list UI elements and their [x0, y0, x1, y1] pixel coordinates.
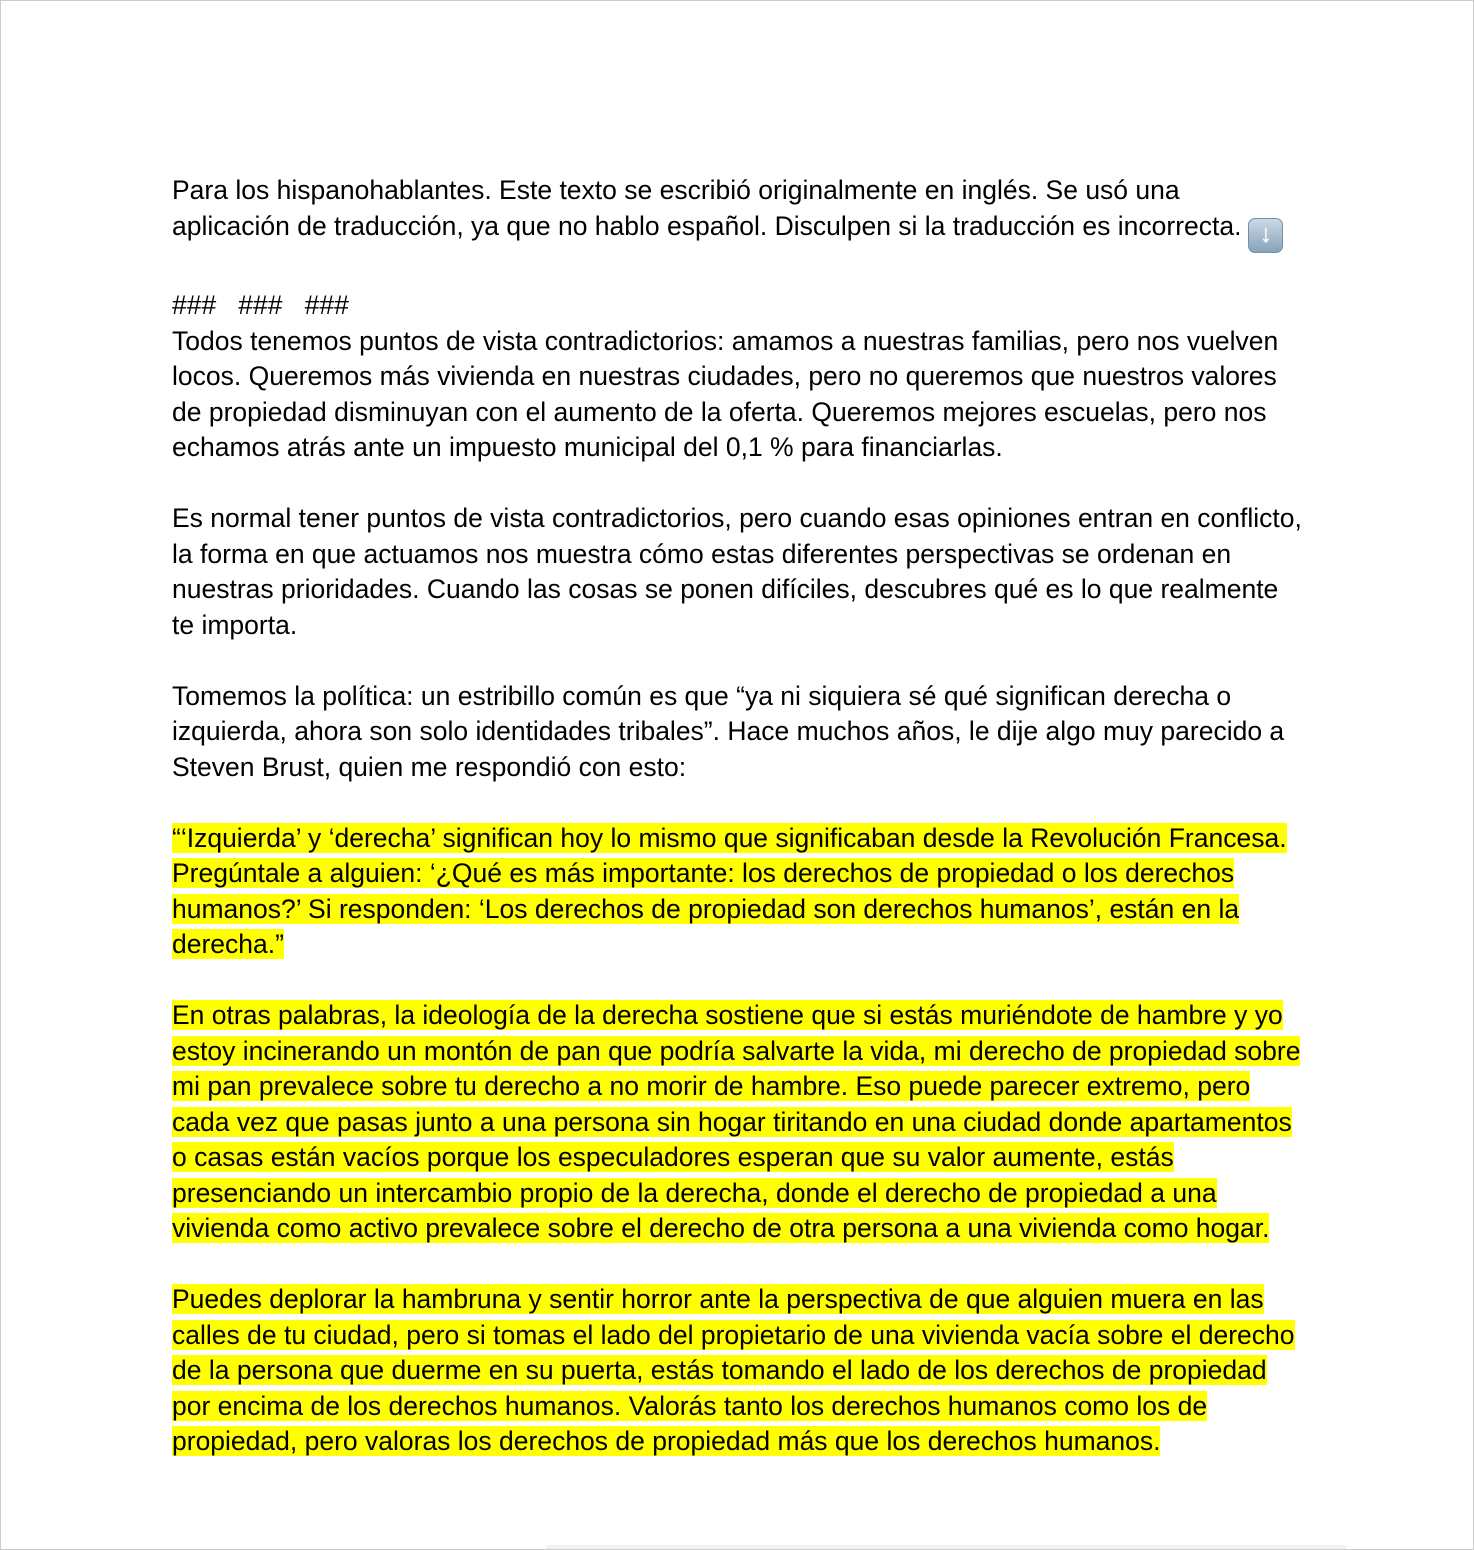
paragraph-brust-quote — [172, 821, 1302, 963]
paragraph-deplore-famine — [172, 1282, 1302, 1460]
paragraph-politics: Tomemos la política: un estribillo común es que “ya ni siquiera sé qué significan derecha o izquierda, ahora son solo identidades tribales”. Hace muchos años, le dije algo muy parecido a Steven Brust, quien me respondió con esto: — [172, 680, 1285, 782]
in-other-words-highlighted-text: En otras palabras, la ideología de la derecha sostiene que si estás muriéndote de hambre y yo estoy incinerando un montón de pan que podría salvarte la vida, mi derecho de propiedad sobre mi pan prevalece sobre tu derecho a no morir de hambre. Eso puede parecer extremo, pero cada vez que pasas junto a una persona sin hogar tiritando en una ciudad donde apartamentos o casas están vacíos porque los especuladores esperan que su valor aumente, estás presenciando un intercambio propio de la derecha, donde el derecho de propiedad a una vivienda como activo prevalece sobre el derecho de otra persona a una vivienda como hogar. — [172, 1000, 1301, 1243]
down-arrow-emoji: ↓ — [1248, 218, 1283, 253]
paragraph-intro — [172, 173, 1302, 253]
paragraph-intro-text: Para los hispanohablantes. Este texto se escribió originalmente en inglés. Se usó una aplicación de traducción, ya que no hablo español. Disculpen si la traducción es incorrecta. — [172, 175, 1242, 241]
paragraph-contradictory-views: Todos tenemos puntos de vista contradictorios: amamos a nuestras familias, pero nos vuelven locos. Queremos más vivienda en nuestras ciudades, pero no queremos que nuestros valores de propiedad disminuyan con el aumento de la oferta. Queremos mejores escuelas, pero nos echamos atrás ante un impuesto municipal del 0,1 % para financiarlas. — [172, 325, 1279, 462]
separator-line: ### ### ### — [172, 290, 349, 320]
document-content — [172, 173, 1302, 1495]
next-page-edge — [546, 1545, 1346, 1549]
deplore-famine-highlighted-text: Puedes deplorar la hambruna y sentir horror ante la perspectiva de que alguien muera en las calles de tu ciudad, pero si tomas el lado del propietario de una vivienda vacía sobre el derecho de la persona que duerme en su puerta, estás tomando el lado de los derechos de propiedad por encima de los derechos humanos. Valorás tanto los derechos humanos como los de propiedad, pero valoras los derechos de propiedad más que los derechos humanos. — [172, 1284, 1295, 1456]
paragraph-normal-conflict: Es normal tener puntos de vista contradictorios, pero cuando esas opiniones entran en conflicto, la forma en que actuamos nos muestra cómo estas diferentes perspectivas se ordenan en nuestras prioridades. Cuando las cosas se ponen difíciles, descubres qué es lo que realmente te importa. — [172, 503, 1302, 640]
brust-quote-highlighted-text: “‘Izquierda’ y ‘derecha’ significan hoy lo mismo que significaban desde la Revolución Francesa. Pregúntale a alguien: ‘¿Qué es más importante: los derechos de propiedad o los derechos humanos?’ Si responden: ‘Los derechos de propiedad son derechos humanos’, están en la derecha.” — [172, 822, 1287, 959]
paragraph-in-other-words — [172, 998, 1302, 1247]
